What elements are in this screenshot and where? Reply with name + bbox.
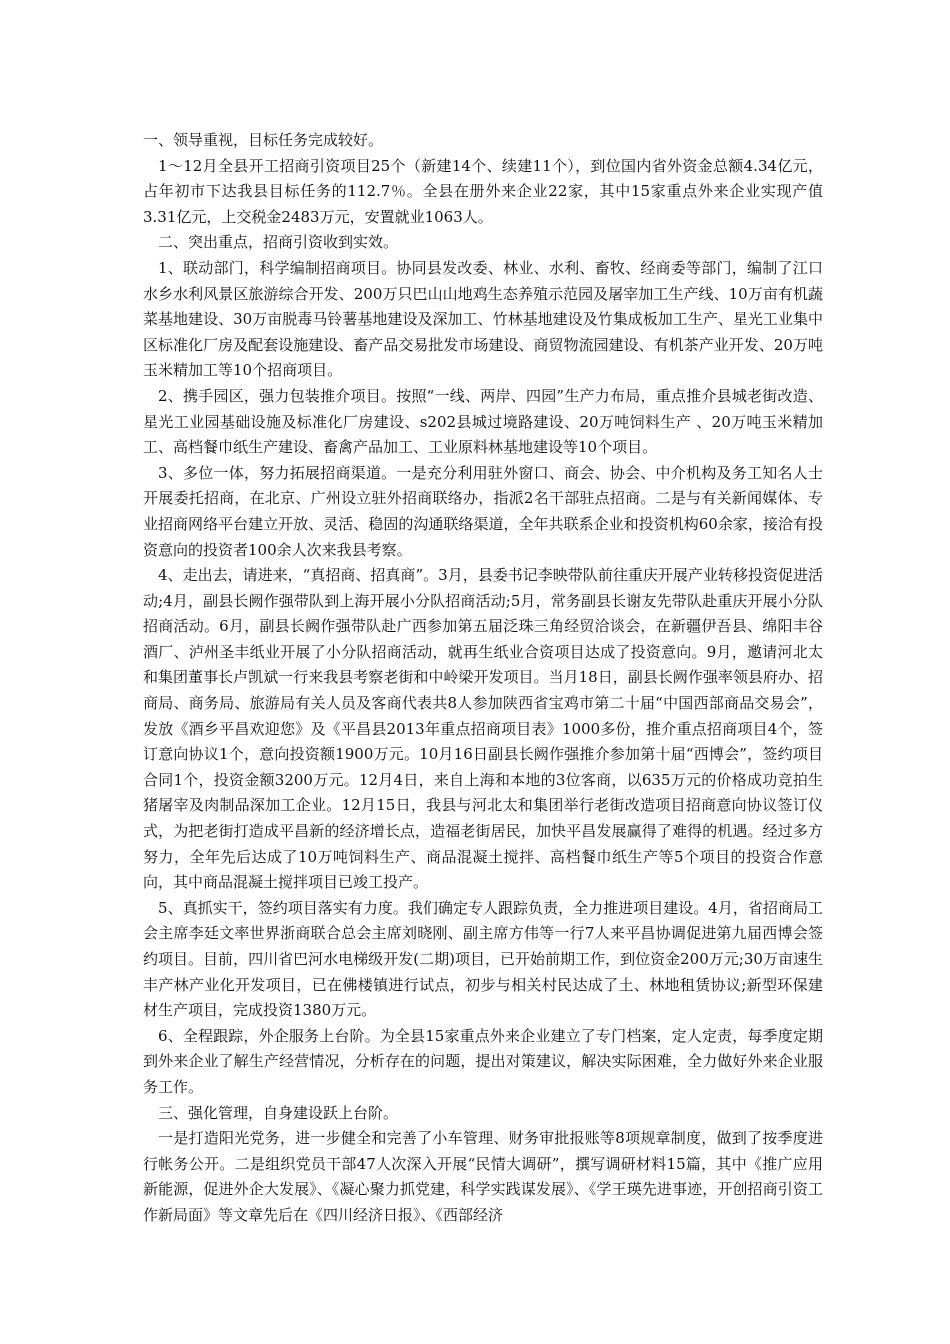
list-item-4: 4、走出去，请进来，“真招商、招真商”。3月，县委书记李映带队前往重庆开展产业转移投资促进活动;4月，副县长阙作强带队到上海开展小分队招商活动;5月，常务副县长谢友先带队赴重庆开展小分队招商活动。6月，副县长阙作强带队赴广西参加第五届泛珠三角经贸洽谈会，在新疆伊吾县、绵阳丰谷酒厂、泸州圣丰纸业开展了小分队招商活动，就再生纸业合资项目达成了投资意向。9月，邀请河北太和集团董事长卢凯斌一行来我县考察老街和中岭梁开发项目。当月18日，副县长阙作强率领县府办、招商局、商务局、旅游局有关人员及客商代表共8人参加陕西省宝鸡市第二十届“中国西部商品交易会”，发放《酒乡平昌欢迎您》及《平昌县2013年重点招商项目表》1000多份，推介重点招商项目4个，签订意向协议1个，意向投资额1900万元。10月16日副县长阙作强推介参加第十届“西博会”，签约项目合同1个，投资金额3200万元。12月4日，来自上海和本地的3位客商，以635万元的价格成功竞拍生猪屠宰及肉制品深加工企业。12月15日，我县与河北太和集团举行老街改造项目招商意向协议签订仪式，为把老街打造成平昌新的经济增长点，造福老街居民，加快平昌发展赢得了难得的机遇。经过多方努力，全年先后达成了10万吨饲料生产、商品混凝土搅拌、高档餐巾纸生产等5个项目的投资合作意向，其中商品混凝土搅拌项目已竣工投产。 (143, 566, 823, 892)
list-item-2: 2、携手园区，强力包装推介项目。按照“一线、两岸、四园”生产力布局，重点推介县城老街改造、星光工业园基础设施及标准化厂房建设、s202县城过境路建设、20万吨饲料生产 、20万吨玉米精加工、高档餐巾纸生产建设、畜禽产品加工、工业原料林基地建设等10个项目。 (143, 386, 823, 457)
section-heading-2: 二、突出重点，招商引资收到实效。 (158, 233, 399, 252)
section-heading-3: 三、强化管理，自身建设跃上台阶。 (158, 1103, 399, 1122)
list-item-5: 5、真抓实干，签约项目落实有力度。我们确定专人跟踪负责，全力推进项目建设。4月，省招商局工会主席李廷文率世界浙商联合总会主席刘晓刚、副主席方伟等一行7人来平昌协调促进第九届西博会签约项目。目前，四川省巴河水电梯级开发(二期)项目，已开始前期工作，到位资金200万元;30万亩速生丰产林产业化开发项目，已在佛楼镇进行试点，初步与相关村民达成了土、林地租赁协议;新型环保建材生产项目，完成投资1380万元。 (143, 898, 823, 1020)
management-paragraph: 一是打造阳光党务，进一步健全和完善了小车管理、财务审批报账等8项规章制度，做到了按季度进行帐务公开。二是组织党员干部47人次深入开展“民情大调研”，撰写调研材料15篇，其中《推广应用新能源，促进外企大发展》、《凝心聚力抓党建，科学实践谋发展》、《学王瑛先进事迹，开创招商引资工作新局面》等文章先后在《四川经济日报》、《西部经济 (143, 1129, 823, 1224)
list-item-6: 6、全程跟踪，外企服务上台阶。为全县15家重点外来企业建立了专门档案，定人定责，每季度定期到外来企业了解生产经营情况，分析存在的问题，提出对策建议，解决实际困难，全力做好外来企业服务工作。 (143, 1026, 823, 1096)
section-heading-1: 一、领导重视，目标任务完成较好。 (143, 131, 384, 149)
summary-paragraph: 1～12月全县开工招商引资项目25个（新建14个、续建11个），到位国内省外资金总额4.34亿元，占年初市下达我县目标任务的112.7％。全县在册外来企业22家，其中15家重点外来企业实现产值3.31亿元，上交税金2483万元，安置就业1063人。 (143, 156, 823, 226)
list-item-1: 1、联动部门，科学编制招商项目。协同县发改委、林业、水利、畜牧、经商委等部门，编制了江口水乡水利风景区旅游综合开发、200万只巴山山地鸡生态养殖示范园及屠宰加工生产线、10万亩有机蔬菜基地建设、30万亩脱毒马铃薯基地建设及深加工、竹林基地建设及竹集成板加工生产、星光工业集中区标准化厂房及配套设施建设、畜产品交易批发市场建设、商贸物流园建设、有机茶产业开发、20万吨玉米精加工等10个招商项目。 (143, 258, 823, 380)
list-item-3: 3、多位一体，努力拓展招商渠道。一是充分利用驻外窗口、商会、协会、中介机构及务工知名人士开展委托招商，在北京、广州设立驻外招商联络办，指派2名干部驻点招商。二是与有关新闻媒体、专业招商网络平台建立开放、灵活、稳固的沟通联络渠道，全年共联系企业和投资机构60余家，接洽有投资意向的投资者100余人次来我县考察。 (143, 463, 823, 559)
document-body (143, 128, 823, 1229)
